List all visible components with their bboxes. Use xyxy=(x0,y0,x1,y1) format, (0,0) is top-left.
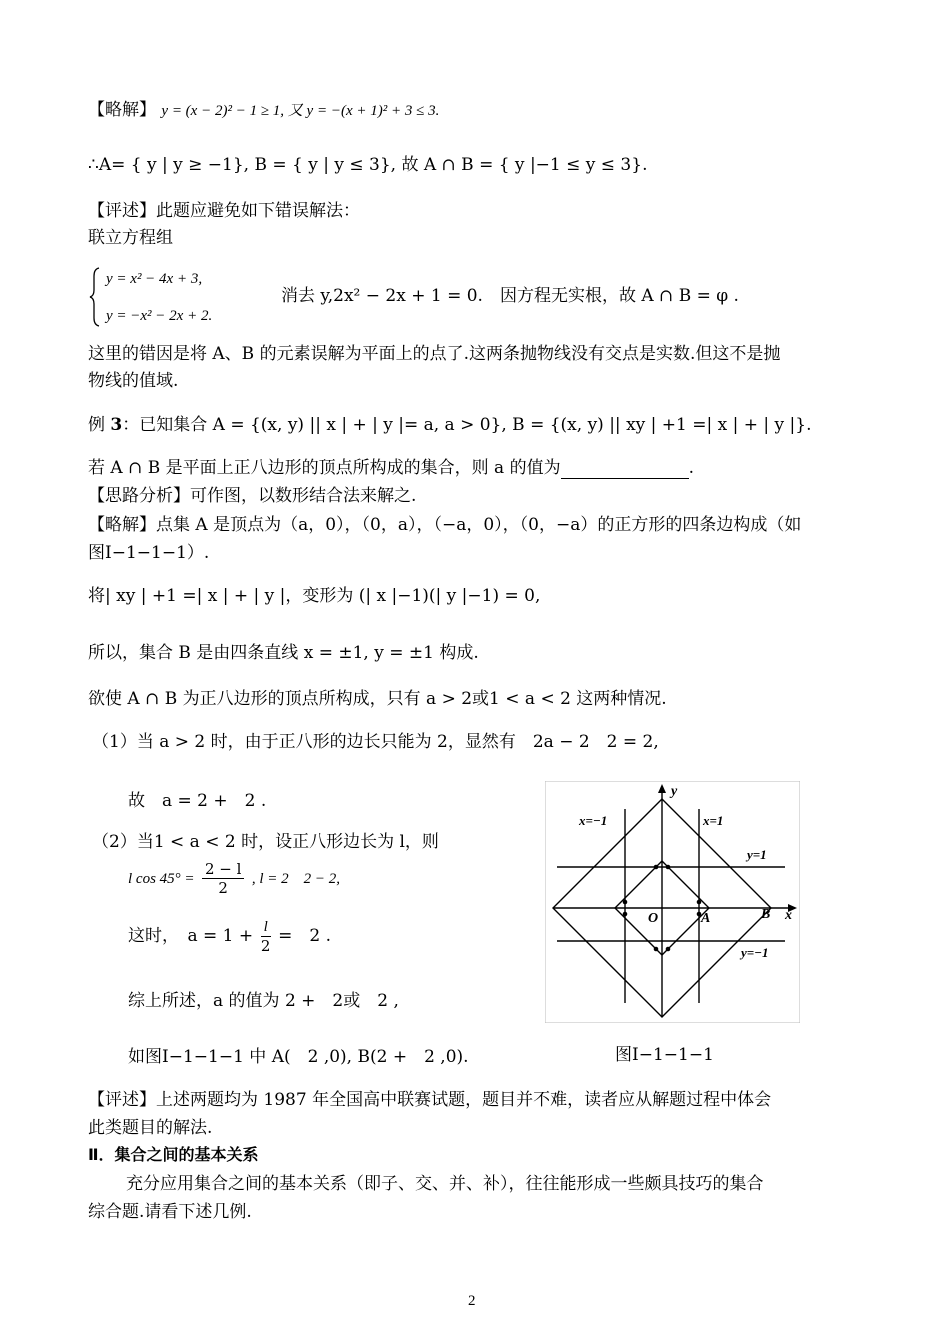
example-lead: 例 xyxy=(88,415,111,435)
label-y-pos1: y=1 xyxy=(747,847,767,862)
case-2-equation xyxy=(128,860,340,910)
label-y-axis: y xyxy=(671,784,678,799)
page-number: 2 xyxy=(468,1293,476,1309)
points-a-b: 如图Ⅰ−1−1−1 中 A( 2 ,0), B(2 + 2 ,0). xyxy=(128,1047,469,1067)
label-point-b: B xyxy=(761,907,771,922)
case-1: （1）当 a > 2 时，由于正八形的边长只能为 2，显然有 2a − 2 2 = 2, xyxy=(92,732,659,752)
set-intersection-line: ∴A= { y | y ≥ −1}, B = { y | y ≤ 3}, 故 A ∩ B = { y |−1 ≤ y ≤ 3}. xyxy=(88,155,648,175)
example-3-statement xyxy=(88,414,812,436)
system-intro: 联立方程组 xyxy=(88,228,173,248)
thought-analysis: 【思路分析】可作图，以数形结合法来解之. xyxy=(88,486,417,506)
figure-caption: 图Ⅰ−1−1−1 xyxy=(615,1045,714,1065)
label-x-neg1: x=−1 xyxy=(579,813,608,828)
final-comment-1: 【评述】上述两题均为 1987 年全国高中联赛试题，题目并不难，读者应从解题过程中体会 xyxy=(88,1090,772,1110)
final-comment-2: 此类题目的解法. xyxy=(88,1118,213,1138)
system-brace xyxy=(88,266,102,328)
answer-blank xyxy=(561,462,689,479)
brief-solution-line-1 xyxy=(88,99,439,122)
section-intro-2: 综合题.请看下述几例. xyxy=(88,1202,252,1222)
a-lhs: 这时， a = 1 + xyxy=(128,926,254,946)
summary-a-values: 综上所述，a 的值为 2 + 2或 2 , xyxy=(128,991,399,1011)
system-conclusion: 消去 y,2x² − 2x + 1 = 0. 因方程无实根，故 A ∩ B = φ . xyxy=(281,286,739,306)
example-sets: ：已知集合 A = {(x, y) || x | + | y |= a, a > 0}, B = {(x, y) || xy | +1 =| x | + | y |}. xyxy=(122,415,812,435)
transform-line: 将| xy | +1 =| x | + | y |，变形为 (| x |−1)(| y |−1) = 0, xyxy=(88,586,541,606)
question-end: . xyxy=(688,458,694,478)
fraction-numerator: 2 − l xyxy=(202,860,244,879)
example-3-question xyxy=(88,457,694,479)
error-explanation-2: 物线的值域. xyxy=(88,371,179,391)
fraction-denominator: 2 xyxy=(218,879,228,897)
brief-solution-tag: 【略解】 xyxy=(88,100,156,120)
cos-lhs: l cos 45° = xyxy=(128,871,195,887)
case-2-a-value xyxy=(128,918,331,968)
fraction-2-minus-l xyxy=(202,860,244,897)
example-number: 3 xyxy=(110,415,123,435)
case-1-result: 故 a = 2 + 2 . xyxy=(128,791,267,811)
a-rhs: = 2 . xyxy=(278,926,332,946)
error-explanation-1: 这里的错因是将 A、B 的元素误解为平面上的点了.这两条抛物线没有交点是实数.但这不是抛 xyxy=(88,344,781,364)
section-heading: Ⅱ．集合之间的基本关系 xyxy=(88,1145,259,1164)
label-x-axis: x xyxy=(785,908,792,923)
equation-1: y = x² − 4x + 3, xyxy=(106,271,203,287)
fraction-denominator: 2 xyxy=(260,937,271,955)
octagon-figure xyxy=(545,781,800,1023)
label-point-a: A xyxy=(701,911,711,926)
l-value: , l = 2 2 − 2, xyxy=(251,871,340,887)
section-intro-1: 充分应用集合之间的基本关系（即子、交、并、补），往往能形成一些颇具技巧的集合 xyxy=(126,1174,764,1194)
set-b-lines: 所以，集合 B 是由四条直线 x = ±1, y = ±1 构成. xyxy=(88,643,479,663)
fraction-numerator: l xyxy=(261,918,271,937)
brief-solution-2a: 【略解】点集 A 是顶点为（a，0），（0，a），（−a，0），（0，−a）的正方形的四条边构成（如 xyxy=(88,515,802,535)
label-origin: O xyxy=(648,911,659,926)
comment-heading: 【评述】此题应避免如下错误解法： xyxy=(88,201,360,221)
brief-solution-math: y = (x − 2)² − 1 ≥ 1, 又 y = −(x + 1)² + 3 ≤ 3. xyxy=(161,103,440,119)
brief-solution-2b: 图Ⅰ−1−1−1）. xyxy=(88,543,210,563)
label-x-pos1: x=1 xyxy=(703,813,724,828)
case-2: （2）当1 < a < 2 时，设正八形边长为 l，则 xyxy=(92,832,439,852)
label-y-neg1: y=−1 xyxy=(741,945,769,960)
question-text: 若 A ∩ B 是平面上正八边形的顶点所构成的集合，则 a 的值为 xyxy=(88,458,561,478)
two-cases: 欲使 A ∩ B 为正八边形的顶点所构成，只有 a > 2或1 < a < 2 这两种情况. xyxy=(88,689,667,709)
equation-2: y = −x² − 2x + 2. xyxy=(106,308,213,324)
fraction-l-over-2 xyxy=(261,918,271,955)
